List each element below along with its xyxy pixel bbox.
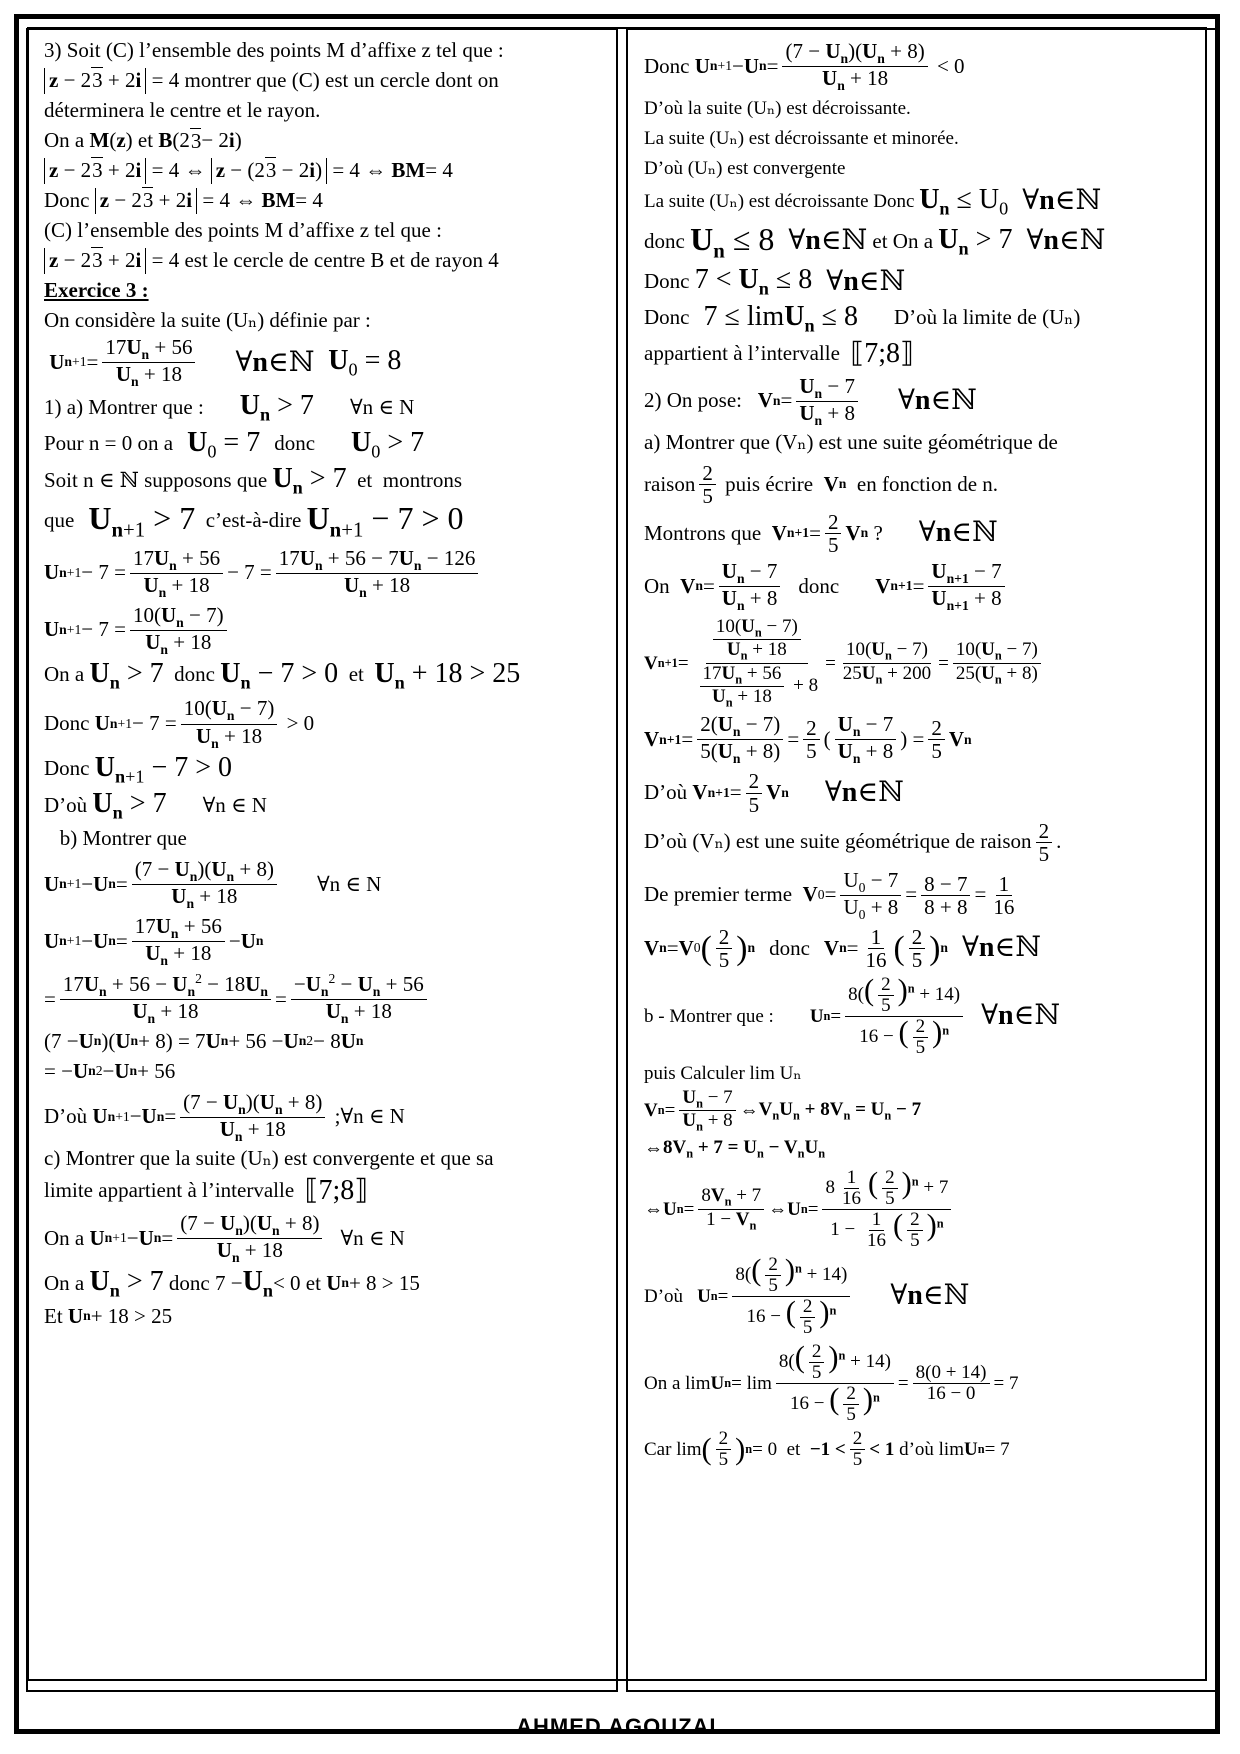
q3-cond-tail2: déterminera le centre et le rayon. <box>44 98 321 123</box>
q2a-calc1: V n+1 = $\frac{10(U_n - 7)}{U_n + 18}$ $\frac{17U_n + 56}{U_n + 18}$ + 8 = $\frac{10(U_n - 7)}{25U_n + 200}$ = $\frac{10(U_n - 7)}{25(U_n + 8)}$ <box>644 617 1202 709</box>
q1c2: limite appartient à l’intervalle ⟦7;8⟧ <box>44 1174 369 1206</box>
q1c-ona2: On a $U_n > 7$ donc 7 − $U_n$ < 0 et U n + 8 > 15 <box>44 1266 420 1301</box>
q1b: b) Montrer que <box>59 825 187 850</box>
q3-condition: z − 23 + 2i = 4 montrer que (C) est un cercle dont on <box>44 66 602 96</box>
q2b-step1: V n = $\frac{U_n - 7}{U_n + 8}$ ⇔ $V_nU_n + 8V_n = U_n - 7$ <box>644 1087 922 1134</box>
q1c-et: Et U n + 18 > 25 <box>44 1303 173 1328</box>
r-donc4: Donc 7 ≤ limU$_n$ ≤ 8 D’où la limite de (Uₙ) <box>644 300 1081 336</box>
q1b-step4: = − U n 2 − U n + 56 <box>44 1058 176 1083</box>
q3-ona: On a M ( z ) et B (2 3 − 2 i ) <box>44 128 242 153</box>
q2b: b - Montrer que : U n = 8(( $\frac{2}{5}$ )$^n$ + 14) 16 − ( $\frac{2}{5}$ )$^n$ ∀n∈ℕ <box>644 972 1060 1059</box>
q2b-lim: On a lim U n = lim 8(( $\frac{2}{5}$ )$^n$ + 14) 16 − ( $\frac{2}{5}$ )$^n$ = $\frac{8(0 + 14)}{16 - 0}$ = 7 <box>644 1339 1019 1426</box>
q2a-calc2: V n+1 = $\frac{2(U_n - 7)}{5(U_n + 8)}$ = $\frac{2}{5}$ ( $\frac{U_n - 7}{U_n + 8}$ ) = $\frac{2}{5}$ V n <box>644 712 972 767</box>
q1c-ona: On a U n+1 − U n = $\frac{(7 - U_n)(U_n + 8)}{U_n + 18}$ ∀n ∈ N <box>44 1210 405 1265</box>
q2: 2) On pose: V n = $\frac{U_n - 7}{U_n + 8}$ ∀n∈ℕ <box>644 373 977 428</box>
q1a-dou: D’où $U_n > 7$ ∀n ∈ N <box>44 788 267 823</box>
ex3-definition: U n+1 = $\frac{17U_n + 56}{U_n + 18}$ ∀n∈ℕ $U_0 = 8$ <box>49 335 402 389</box>
q1a-que: que $U_{n+1} > 7$ c’est-à-dire $U_{n+1} - 7 > 0$ <box>44 499 464 542</box>
q1a-soit: Soit n ∈ ℕ supposons que $U_n > 7$ et montrons <box>44 463 463 498</box>
right-column <box>626 28 1218 1692</box>
q2b-step2: ⇔ $8V_n + 7 = U_n - V_nU_n$ <box>644 1136 826 1161</box>
q2b-puis: puis Calculer lim Uₙ <box>644 1062 802 1084</box>
r-appartient: appartient à l’intervalle ⟦7;8⟧ <box>644 337 914 369</box>
r-decr-min: La suite (Uₙ) est décroissante et minorée. <box>644 127 959 149</box>
q2a-on: On V n = $\frac{U_n - 7}{U_n + 8}$ donc V n+1 = $\frac{U_{n+1} - 7}{U_{n+1} + 8}$ <box>644 560 1202 613</box>
q1a-donc3: Donc U n+1 − 7 = $\frac{10(U_n - 7)}{U_n + 18}$ > 0 <box>44 696 315 751</box>
ex3-intro: On considère la suite (Uₙ) définie par : <box>44 308 371 333</box>
q1c: c) Montrer que la suite (Uₙ) est convergente et que sa <box>44 1145 494 1170</box>
q3-donc: Donc z − 23 + 2i = 4 ⇔ BM = 4 <box>44 188 323 213</box>
q1a: 1) a) Montrer que : $U_n > 7$ ∀n ∈ N <box>44 390 415 425</box>
q3-intro: 3) Soit (C) l’ensemble des points M d’affixe z tel que : <box>44 38 504 63</box>
left-column <box>26 28 618 1692</box>
q1b-formula: U n+1 − U n = $\frac{(7 - U_n)(U_n + 8)}{U_n + 18}$ ∀n ∈ N <box>44 856 382 911</box>
q2b-dou: D’où U n = 8(( $\frac{2}{5}$ )$^n$ + 14) 16 − ( $\frac{2}{5}$ )$^n$ ∀n∈ℕ <box>644 1252 970 1338</box>
q2a-raison: raison $\frac{2}{5}$ puis écrire V n en fonction de n. <box>644 460 999 508</box>
r-donc3: Donc $7 < U_n \le 8$ ∀n∈ℕ <box>644 264 906 299</box>
q1b-dou: D’où U n+1 − U n = $\frac{(7 - U_n)(U_n + 8)}{U_n + 18}$ ;∀n ∈ N <box>44 1089 405 1144</box>
q2b-car: Car lim ( $\frac{2}{5}$ ) n = 0 et −1 < $\frac{2}{5}$ < 1 d’où lim U n = 7 <box>644 1428 1010 1471</box>
q1a-donc4: Donc $U_{n+1} - 7 > 0$ <box>44 751 233 786</box>
q2a-vn: V n = V 0 ( $\frac{2}{5}$ ) n donc V n = $\frac{1}{16}$ ( $\frac{2}{5}$ ) n ∀n∈ℕ <box>644 924 1041 972</box>
q3-conclusion: (C) l’ensemble des points M d’affixe z tel que : <box>44 218 442 243</box>
q1a-ona: On a $U_n > 7$ donc $U_n - 7 > 0$ et $U_n + 18 > 25$ <box>44 657 521 693</box>
q1b-step3: (7 − U n )( U n + 8) = 7 U n + 56 − U n 2 − 8 U n <box>44 1028 364 1053</box>
q2a-dou2: D’où (Vₙ) est une suite géométrique de raison $\frac{2}{5}$ . <box>644 818 1062 866</box>
q3-equiv: z − 23 + 2i = 4 ⇔ z − (23 − 2i) = 4 ⇔ BM = 4 <box>44 156 602 186</box>
q1a-calc1: U n+1 − 7 = $\frac{17U_n + 56}{U_n + 18}$ − 7 = $\frac{17U_n + 56 - 7U_n - 126}{U_n + 18}$ <box>44 547 602 600</box>
q2a-dou: D’où V n+1 = $\frac{2}{5}$ V n ∀n∈ℕ <box>644 769 904 817</box>
q1b-step2: = $\frac{17U_n + 56 - U_n^2 - 18U_n}{U_n + 18}$ = $\frac{-U_n^2 - U_n + 56}{U_n + 18}$ <box>44 972 602 1026</box>
q3-conclusion2: z − 23 + 2i = 4 est le cercle de centre B et de rayon 4 <box>44 246 602 276</box>
q2b-step3: ⇔ U n = $\frac{8V_n + 7}{1 - V_n}$ ⇔ U n = 8 $\frac{1}{16}$ ( $\frac{2}{5}$ )$^n$ + 7 1 − $\frac{1}{16}$ ( $\frac{2}{5}$ )$^n$ <box>644 1168 1202 1251</box>
r-decr-donc: La suite (Uₙ) est décroissante Donc $U_n \le U_0$ ∀n∈ℕ <box>644 184 1102 219</box>
r-donc2: donc $U_n \le 8$ ∀n∈ℕ et On a $U_n > 7$ ∀n∈ℕ <box>644 220 1106 263</box>
q2a: a) Montrer que (Vₙ) est une suite géométrique de <box>644 430 1058 455</box>
q1a-base: Pour n = 0 on a $U_0 = 7$ donc $U_0 > 7$ <box>44 426 425 462</box>
r-donc: Donc U n+1 − U n = $\frac{(7 - U_n)(U_n + 8)}{U_n + 18}$ < 0 <box>644 39 965 93</box>
q1b-step1: U n+1 − U n = $\frac{17U_n + 56}{U_n + 18}$ − U n <box>44 913 264 968</box>
q2a-montrons: Montrons que V n+1 = $\frac{2}{5}$ V n ? ∀n∈ℕ <box>644 509 998 557</box>
ex3-title: Exercice 3 : <box>44 278 149 303</box>
r-decr: D’où la suite (Uₙ) est décroissante. <box>644 97 911 119</box>
q2a-premier: De premier terme V 0 = $\frac{U_0 - 7}{U_0 + 8}$ = $\frac{8 - 7}{8 + 8}$ = $\frac{1}{16}$ <box>644 867 1015 922</box>
q1a-calc2: U n+1 − 7 = $\frac{10(U_n - 7)}{U_n + 18}$ <box>44 604 602 657</box>
r-conv: D’où (Uₙ) est convergente <box>644 157 846 179</box>
author-footer: AHMED AGOUZAL <box>516 1714 724 1739</box>
